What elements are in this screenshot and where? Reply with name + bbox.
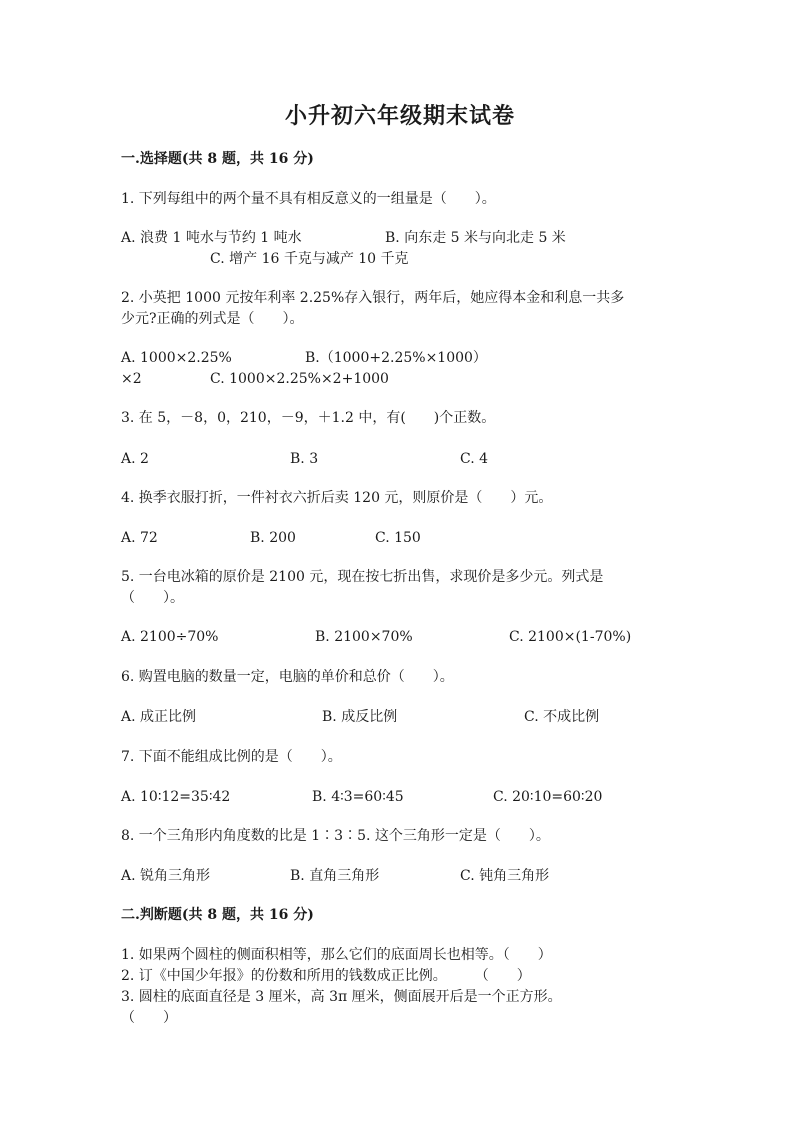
option-a: A. 浪费 1 吨水与节约 1 吨水	[121, 230, 302, 246]
option-c: C. 4	[460, 451, 489, 467]
option-c: C. 钝角三角形	[460, 868, 550, 884]
option-c: C. 1000×2.25%×2+1000	[210, 371, 389, 387]
page-title: 小升初六年级期末试卷	[284, 103, 515, 129]
option-b: B. 2100×70%	[315, 629, 413, 645]
option-b-continued: ×2	[121, 371, 142, 387]
option-c: C. 2100×(1-70%)	[509, 629, 632, 645]
option-b: B.（1000+2.25%×1000）	[305, 350, 487, 366]
option-a: A. 成正比例	[121, 709, 197, 725]
option-c: C. 增产 16 千克与减产 10 千克	[210, 251, 409, 267]
section-heading-choice: 一.选择题(共 8 题，共 16 分)	[121, 151, 314, 167]
option-a: A. 10∶12=35∶42	[121, 789, 231, 805]
judgement-item: 3. 圆柱的底面直径是 3 厘米，高 3π 厘米，侧面展开后是一个正方形。	[121, 989, 562, 1005]
question-stem: 1. 下列每组中的两个量不具有相反意义的一组量是（ ）。	[121, 191, 496, 207]
question-stem: 8. 一个三角形内角度数的比是 1∶3∶5. 这个三角形一定是（ ）。	[121, 828, 550, 844]
option-b: B. 200	[250, 530, 296, 546]
judgement-item: 1. 如果两个圆柱的侧面积相等，那么它们的底面周长也相等。（ ）	[121, 947, 552, 963]
question-stem: 4. 换季衣服打折，一件衬衣六折后卖 120 元，则原价是（ ）元。	[121, 490, 553, 506]
question-stem-continued: 少元?正确的列式是（ ）。	[121, 311, 304, 327]
judgement-item: 2. 订《中国少年报》的份数和所用的钱数成正比例。 （ ）	[121, 968, 531, 984]
option-c: C. 不成比例	[524, 709, 600, 725]
option-a: A. 1000×2.25%	[121, 350, 232, 366]
question-stem: 6. 购置电脑的数量一定，电脑的单价和总价（ ）。	[121, 669, 454, 685]
option-b: B. 直角三角形	[290, 868, 380, 884]
question-stem-continued: （ ）。	[121, 590, 184, 606]
option-a: A. 锐角三角形	[121, 868, 211, 884]
option-c: C. 20∶10=60∶20	[493, 789, 603, 805]
question-stem: 5. 一台电冰箱的原价是 2100 元，现在按七折出售，求现价是多少元。列式是	[121, 569, 604, 585]
option-a: A. 72	[121, 530, 158, 546]
option-b: B. 向东走 5 米与向北走 5 米	[385, 230, 566, 246]
option-c: C. 150	[375, 530, 421, 546]
option-b: B. 4∶3=60∶45	[312, 789, 404, 805]
section-heading-judgement: 二.判断题(共 8 题，共 16 分)	[121, 907, 314, 923]
question-stem: 2. 小英把 1000 元按年利率 2.25%存入银行，两年后，她应得本金和利息一共多	[121, 290, 625, 306]
option-b: B. 成反比例	[322, 709, 398, 725]
judgement-item-continued: （ ）	[121, 1010, 177, 1026]
option-a: A. 2	[121, 451, 149, 467]
option-a: A. 2100÷70%	[121, 629, 219, 645]
question-stem: 3. 在 5，－8，0，210，－9，＋1.2 中，有( )个正数。	[121, 410, 496, 426]
question-stem: 7. 下面不能组成比例的是（ ）。	[121, 749, 342, 765]
option-b: B. 3	[290, 451, 319, 467]
